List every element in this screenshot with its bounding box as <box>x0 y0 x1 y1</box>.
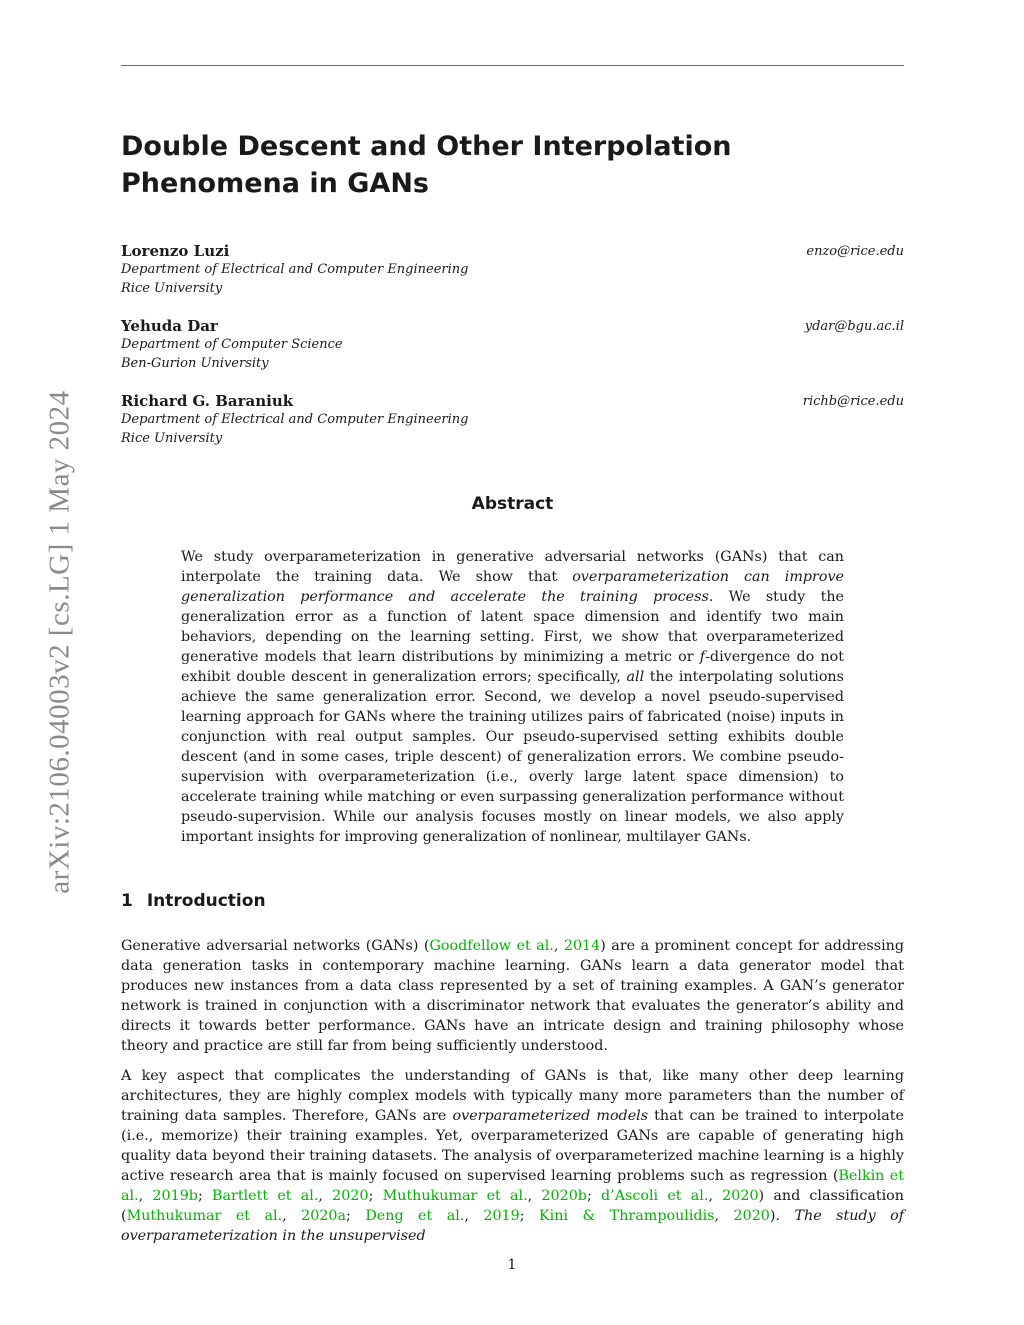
header-rule <box>121 65 904 66</box>
title-line-1: Double Descent and Other Interpolation <box>121 131 732 162</box>
page-number: 1 <box>507 1257 517 1273</box>
citation-year-link[interactable]: 2020 <box>722 1188 759 1204</box>
section-number: 1 <box>121 891 133 911</box>
author-department: Department of Electrical and Computer Engineering <box>121 412 469 427</box>
paper-title <box>121 128 821 202</box>
author-university: Rice University <box>121 430 223 446</box>
citation-link[interactable]: Muthukumar et al. <box>126 1208 283 1224</box>
author-university: Rice University <box>121 280 223 296</box>
citation-year-link[interactable]: 2020 <box>332 1188 369 1204</box>
title-line-2: Phenomena in GANs <box>121 168 429 199</box>
author-block-2 <box>121 317 904 373</box>
author-name: Lorenzo Luzi <box>121 242 230 260</box>
citation-link[interactable]: Belkin et al. <box>121 1168 905 1204</box>
author-name: Yehuda Dar <box>121 317 218 335</box>
section-title: Introduction <box>146 891 266 911</box>
section-heading-introduction <box>121 891 266 911</box>
f-symbol: f <box>699 649 706 665</box>
intro-paragraph-1: Generative adversarial networks (GANs) (Goodfellow et al., 2014) are a prominent concept for addressing data generation tasks in contemporary machine learning. GANs learn a data generator model that produces new instances from a data class represented by a set of training examples. A GAN’s generator network is trained in conjunction with a discriminator network that evaluates the generator’s ability and directs it towards better performance. GANs have an intricate design and training philosophy whose theory and practice are still far from being sufficiently understood. <box>121 938 905 1054</box>
author-university: Ben-Gurion University <box>121 355 269 371</box>
author-email[interactable]: richb@rice.edu <box>802 394 904 409</box>
citation-year-link[interactable]: 2019 <box>483 1208 520 1224</box>
citation-year-link[interactable]: 2019b <box>152 1188 198 1204</box>
citation-link[interactable]: Deng et al. <box>365 1208 465 1224</box>
author-block-3 <box>121 392 904 448</box>
citation-year-link[interactable]: 2020a <box>301 1208 347 1224</box>
citation-link[interactable]: Bartlett et al. <box>212 1188 319 1204</box>
abstract-text: We study overparameterization in generative adversarial networks (GANs) that can interpolate the training data. We show that overparameterization can improve generalization performance and accelerate the training process. We study the generalization error as a function of latent space dimension and identify two main behaviors, depending on the learning setting. First, we show that overparameterized generative models that learn distributions by minimizing a metric or f-divergence do not exhibit double descent in generalization errors; specifically, all the interpolating solutions achieve the same generalization error. Second, we develop a novel pseudo-supervised learning approach for GANs where the training utilizes pairs of fabricated (noise) inputs in conjunction with real output samples. Our pseudo-supervised setting exhibits double descent (and in some cases, triple descent) of generalization errors. We combine pseudo-supervision with overparameterization (i.e., overly large latent space dimension) to accelerate training while matching or even surpassing generalization performance without pseudo-supervision. While our analysis focuses mostly on linear models, we also apply important insights for improving generalization of nonlinear, multilayer GANs. <box>181 549 845 845</box>
abstract-heading: Abstract <box>471 494 554 514</box>
abstract-emphasis: overparameterization can improve generalization performance and accelerate the training process <box>181 569 845 605</box>
intro-paragraph-2: A key aspect that complicates the understanding of GANs is that, like many other deep learning architectures, they are highly complex models with typically many more parameters than the number of training data samples. Therefore, GANs are overparameterized models that can be trained to interpolate (i.e., memorize) their training examples. Yet, overparameterized GANs are capable of generating high quality data beyond their training datasets. The analysis of overparameterized machine learning is a highly active research area that is mainly focused on supervised learning problems such as regression (Belkin et al., 2019b; Bartlett et al., 2020; Muthukumar et al., 2020b; d’Ascoli et al., 2020) and classification (Muthukumar et al., 2020a; Deng et al., 2019; Kini & Thrampoulidis, 2020). The study of overparameterization in the unsupervised <box>121 1068 905 1244</box>
citation-year-link[interactable]: 2020b <box>541 1188 587 1204</box>
author-department: Department of Electrical and Computer Engineering <box>121 262 469 277</box>
emphasis-text: The study of overparameterization in the unsupervised <box>121 1208 904 1244</box>
citation-year-link[interactable]: 2020 <box>733 1208 770 1224</box>
citation-link[interactable]: Kini & Thrampoulidis <box>539 1208 715 1224</box>
author-department: Department of Computer Science <box>121 337 343 352</box>
abstract-emphasis-all: all <box>626 669 645 685</box>
citation-link[interactable]: Goodfellow et al. <box>429 938 554 954</box>
citation-link[interactable]: Muthukumar et al. <box>382 1188 528 1204</box>
author-block-1 <box>121 242 904 298</box>
author-name: Richard G. Baraniuk <box>121 392 294 410</box>
citation-link[interactable]: d’Ascoli et al. <box>601 1188 709 1204</box>
author-email[interactable]: enzo@rice.edu <box>806 244 904 259</box>
citation-year-link[interactable]: 2014 <box>563 938 601 954</box>
arxiv-side-stamp: arXiv:2106.04003v2 [cs.LG] 1 May 2024 <box>43 390 76 894</box>
emphasis-text: overparameterized models <box>452 1108 649 1124</box>
author-email[interactable]: ydar@bgu.ac.il <box>804 319 904 334</box>
